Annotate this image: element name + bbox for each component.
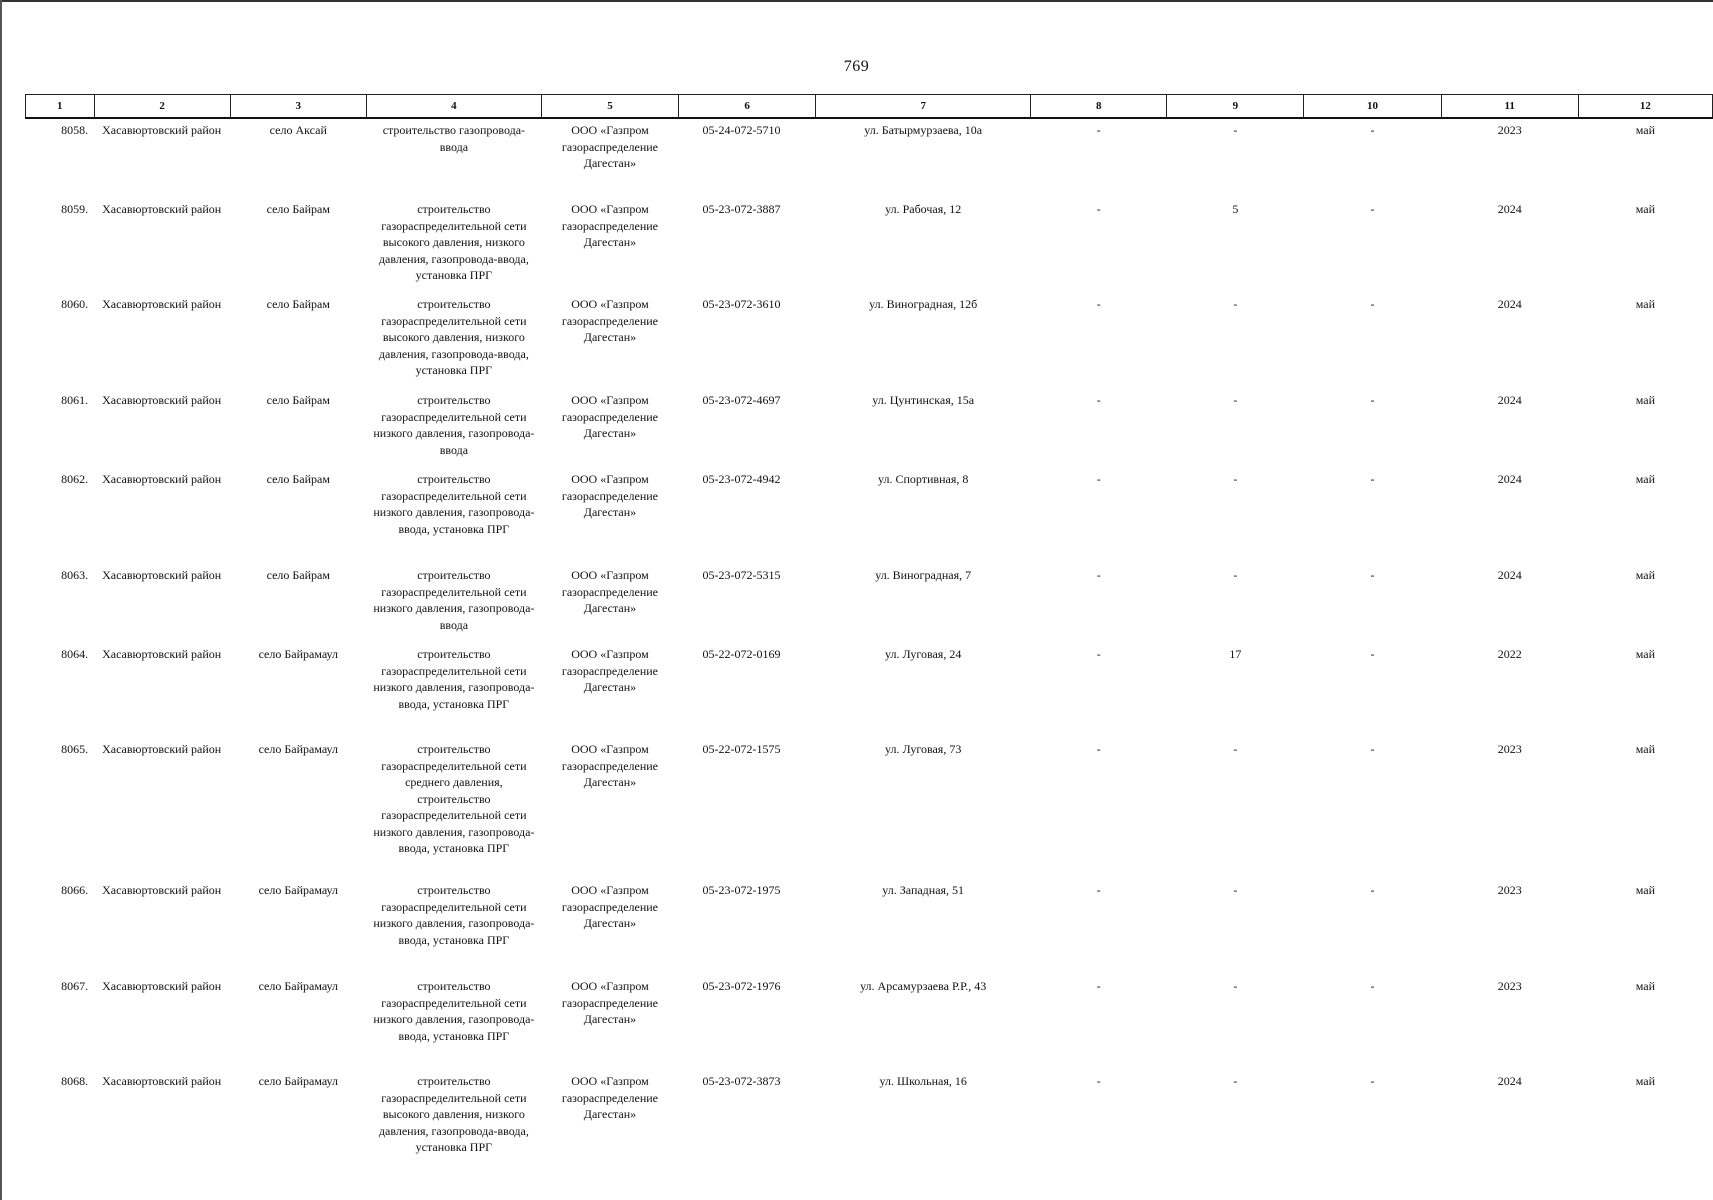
column-header: 5 xyxy=(541,95,678,119)
col10-cell: - xyxy=(1370,123,1375,137)
year-cell: 2023 xyxy=(1497,979,1522,993)
district-cell: Хасавюртовский район xyxy=(102,979,222,993)
organization-cell: ООО «Газпром газораспределение Дагестан» xyxy=(561,472,658,519)
col8-cell: - xyxy=(1096,202,1101,216)
table-row xyxy=(26,118,1713,197)
col8-cell: - xyxy=(1096,1074,1101,1088)
code-cell: 05-23-072-3610 xyxy=(702,297,781,311)
organization-cell: ООО «Газпром газораспределение Дагестан» xyxy=(561,647,658,694)
district-cell: Хасавюртовский район xyxy=(102,568,222,582)
address-cell: ул. Луговая, 73 xyxy=(885,742,962,756)
settlement-cell: село Байрамаул xyxy=(258,742,339,756)
district-cell: Хасавюртовский район xyxy=(102,742,222,756)
table-row xyxy=(26,292,1713,388)
col8-cell: - xyxy=(1096,393,1101,407)
month-cell: май xyxy=(1635,647,1656,661)
row-number: 8060. xyxy=(61,297,89,311)
settlement-cell: село Аксай xyxy=(269,123,327,137)
row-number: 8058. xyxy=(61,123,89,137)
col9-cell: - xyxy=(1233,123,1238,137)
work-description-cell: строительство газораспределительной сети низкого давления, газопровода-ввода, установка ПРГ xyxy=(373,883,535,947)
month-cell: май xyxy=(1635,202,1656,216)
table-row xyxy=(26,642,1713,737)
settlement-cell: село Байрамаул xyxy=(258,979,339,993)
table-row xyxy=(26,737,1713,878)
code-cell: 05-23-072-4697 xyxy=(702,393,781,407)
col9-cell: - xyxy=(1233,883,1238,897)
col10-cell: - xyxy=(1370,883,1375,897)
column-header: 8 xyxy=(1031,95,1167,119)
district-cell: Хасавюртовский район xyxy=(102,202,222,216)
code-cell: 05-23-072-4942 xyxy=(702,472,781,486)
code-cell: 05-23-072-5315 xyxy=(702,568,781,582)
col8-cell: - xyxy=(1096,568,1101,582)
organization-cell: ООО «Газпром газораспределение Дагестан» xyxy=(561,979,658,1026)
col10-cell: - xyxy=(1370,568,1375,582)
district-cell: Хасавюртовский район xyxy=(102,647,222,661)
month-cell: май xyxy=(1635,472,1656,486)
work-description-cell: строительство газораспределительной сети низкого давления, газопровода-ввода, установка ПРГ xyxy=(373,647,535,711)
table-row xyxy=(26,1069,1713,1164)
district-cell: Хасавюртовский район xyxy=(102,883,222,897)
month-cell: май xyxy=(1635,1074,1656,1088)
organization-cell: ООО «Газпром газораспределение Дагестан» xyxy=(561,568,658,615)
scan-top-edge xyxy=(0,0,1713,2)
month-cell: май xyxy=(1635,393,1656,407)
col9-cell: 5 xyxy=(1232,202,1239,216)
settlement-cell: село Байрам xyxy=(266,472,330,486)
code-cell: 05-24-072-5710 xyxy=(702,123,781,137)
column-header: 9 xyxy=(1167,95,1304,119)
month-cell: май xyxy=(1635,568,1656,582)
code-cell: 05-22-072-1575 xyxy=(702,742,781,756)
address-cell: ул. Спортивная, 8 xyxy=(878,472,969,486)
registry-table xyxy=(25,94,1713,1164)
address-cell: ул. Луговая, 24 xyxy=(885,647,962,661)
column-header: 1 xyxy=(26,95,95,119)
col9-cell: - xyxy=(1233,568,1238,582)
column-header: 2 xyxy=(94,95,230,119)
year-cell: 2023 xyxy=(1497,123,1522,137)
col9-cell: - xyxy=(1233,1074,1238,1088)
row-number: 8063. xyxy=(61,568,89,582)
col8-cell: - xyxy=(1096,979,1101,993)
address-cell: ул. Батырмурзаева, 10а xyxy=(864,123,983,137)
header-row xyxy=(26,95,1713,119)
code-cell: 05-23-072-3873 xyxy=(702,1074,781,1088)
year-cell: 2024 xyxy=(1497,202,1522,216)
table-row xyxy=(26,467,1713,563)
month-cell: май xyxy=(1635,742,1656,756)
col9-cell: - xyxy=(1233,393,1238,407)
col8-cell: - xyxy=(1096,647,1101,661)
col8-cell: - xyxy=(1096,297,1101,311)
organization-cell: ООО «Газпром газораспределение Дагестан» xyxy=(561,742,658,789)
address-cell: ул. Виноградная, 7 xyxy=(875,568,972,582)
col10-cell: - xyxy=(1370,297,1375,311)
month-cell: май xyxy=(1635,979,1656,993)
col8-cell: - xyxy=(1096,883,1101,897)
work-description-cell: строительство газораспределительной сети высокого давления, низкого давления, газопровода-ввода, установка ПРГ xyxy=(378,297,529,377)
work-description-cell: строительство газораспределительной сети низкого давления, газопровода-ввода, установка ПРГ xyxy=(373,979,535,1043)
settlement-cell: село Байрам xyxy=(266,393,330,407)
work-description-cell: строительство газораспределительной сети низкого давления, газопровода-ввода xyxy=(373,568,535,632)
district-cell: Хасавюртовский район xyxy=(102,472,222,486)
settlement-cell: село Байрам xyxy=(266,202,330,216)
district-cell: Хасавюртовский район xyxy=(102,123,222,137)
row-number: 8068. xyxy=(61,1074,89,1088)
organization-cell: ООО «Газпром газораспределение Дагестан» xyxy=(561,123,658,170)
year-cell: 2024 xyxy=(1497,568,1522,582)
row-number: 8067. xyxy=(61,979,89,993)
organization-cell: ООО «Газпром газораспределение Дагестан» xyxy=(561,393,658,440)
col10-cell: - xyxy=(1370,979,1375,993)
page-number: 769 xyxy=(843,58,870,75)
col10-cell: - xyxy=(1370,393,1375,407)
month-cell: май xyxy=(1635,123,1656,137)
column-header: 10 xyxy=(1304,95,1441,119)
year-cell: 2023 xyxy=(1497,742,1522,756)
table-row xyxy=(26,197,1713,292)
address-cell: ул. Школьная, 16 xyxy=(879,1074,967,1088)
year-cell: 2024 xyxy=(1497,297,1522,311)
settlement-cell: село Байрамаул xyxy=(258,1074,339,1088)
year-cell: 2024 xyxy=(1497,393,1522,407)
year-cell: 2024 xyxy=(1497,472,1522,486)
col9-cell: - xyxy=(1233,472,1238,486)
organization-cell: ООО «Газпром газораспределение Дагестан» xyxy=(561,297,658,344)
column-header: 7 xyxy=(816,95,1031,119)
table-row xyxy=(26,388,1713,467)
address-cell: ул. Цунтинская, 15а xyxy=(872,393,975,407)
row-number: 8064. xyxy=(61,647,89,661)
col8-cell: - xyxy=(1096,742,1101,756)
code-cell: 05-23-072-1976 xyxy=(702,979,781,993)
row-number: 8066. xyxy=(61,883,89,897)
column-header: 3 xyxy=(230,95,366,119)
settlement-cell: село Байрам xyxy=(266,568,330,582)
code-cell: 05-23-072-3887 xyxy=(702,202,781,216)
col10-cell: - xyxy=(1370,472,1375,486)
organization-cell: ООО «Газпром газораспределение Дагестан» xyxy=(561,202,658,249)
column-header: 6 xyxy=(679,95,816,119)
col10-cell: - xyxy=(1370,202,1375,216)
settlement-cell: село Байрамаул xyxy=(258,647,339,661)
organization-cell: ООО «Газпром газораспределение Дагестан» xyxy=(561,883,658,930)
month-cell: май xyxy=(1635,883,1656,897)
month-cell: май xyxy=(1635,297,1656,311)
settlement-cell: село Байрам xyxy=(266,297,330,311)
year-cell: 2024 xyxy=(1497,1074,1522,1088)
work-description-cell: строительство газораспределительной сети высокого давления, низкого давления, газопровода-ввода, установка ПРГ xyxy=(378,202,529,282)
column-header: 12 xyxy=(1578,95,1712,119)
year-cell: 2023 xyxy=(1497,883,1522,897)
row-number: 8061. xyxy=(61,393,89,407)
work-description-cell: строительство газораспределительной сети высокого давления, низкого давления, газопровода-ввода, установка ПРГ xyxy=(378,1074,529,1154)
col8-cell: - xyxy=(1096,472,1101,486)
row-number: 8065. xyxy=(61,742,89,756)
column-header: 11 xyxy=(1441,95,1578,119)
organization-cell: ООО «Газпром газораспределение Дагестан» xyxy=(561,1074,658,1121)
col8-cell: - xyxy=(1096,123,1101,137)
column-header: 4 xyxy=(366,95,541,119)
table-row xyxy=(26,563,1713,642)
district-cell: Хасавюртовский район xyxy=(102,393,222,407)
row-number: 8059. xyxy=(61,202,89,216)
work-description-cell: строительство газораспределительной сети среднего давления, строительство газораспределительной сети низкого давления, газопровода-ввода, установка ПРГ xyxy=(373,742,535,855)
work-description-cell: строительство газораспределительной сети низкого давления, газопровода-ввода, установка ПРГ xyxy=(373,472,535,536)
col9-cell: - xyxy=(1233,297,1238,311)
col10-cell: - xyxy=(1370,647,1375,661)
table-row xyxy=(26,878,1713,974)
col10-cell: - xyxy=(1370,742,1375,756)
code-cell: 05-23-072-1975 xyxy=(702,883,781,897)
col10-cell: - xyxy=(1370,1074,1375,1088)
col9-cell: - xyxy=(1233,742,1238,756)
row-number: 8062. xyxy=(61,472,89,486)
address-cell: ул. Рабочая, 12 xyxy=(885,202,962,216)
table-row xyxy=(26,974,1713,1069)
scan-left-edge xyxy=(0,0,2,1200)
address-cell: ул. Виноградная, 12б xyxy=(869,297,978,311)
col9-cell: - xyxy=(1233,979,1238,993)
code-cell: 05-22-072-0169 xyxy=(702,647,781,661)
address-cell: ул. Арсамурзаева Р.Р., 43 xyxy=(860,979,987,993)
work-description-cell: строительство газораспределительной сети низкого давления, газопровода-ввода xyxy=(373,393,535,457)
district-cell: Хасавюртовский район xyxy=(102,1074,222,1088)
address-cell: ул. Западная, 51 xyxy=(882,883,965,897)
col9-cell: 17 xyxy=(1229,647,1242,661)
year-cell: 2022 xyxy=(1497,647,1522,661)
settlement-cell: село Байрамаул xyxy=(258,883,339,897)
district-cell: Хасавюртовский район xyxy=(102,297,222,311)
work-description-cell: строительство газопровода-ввода xyxy=(382,123,526,154)
